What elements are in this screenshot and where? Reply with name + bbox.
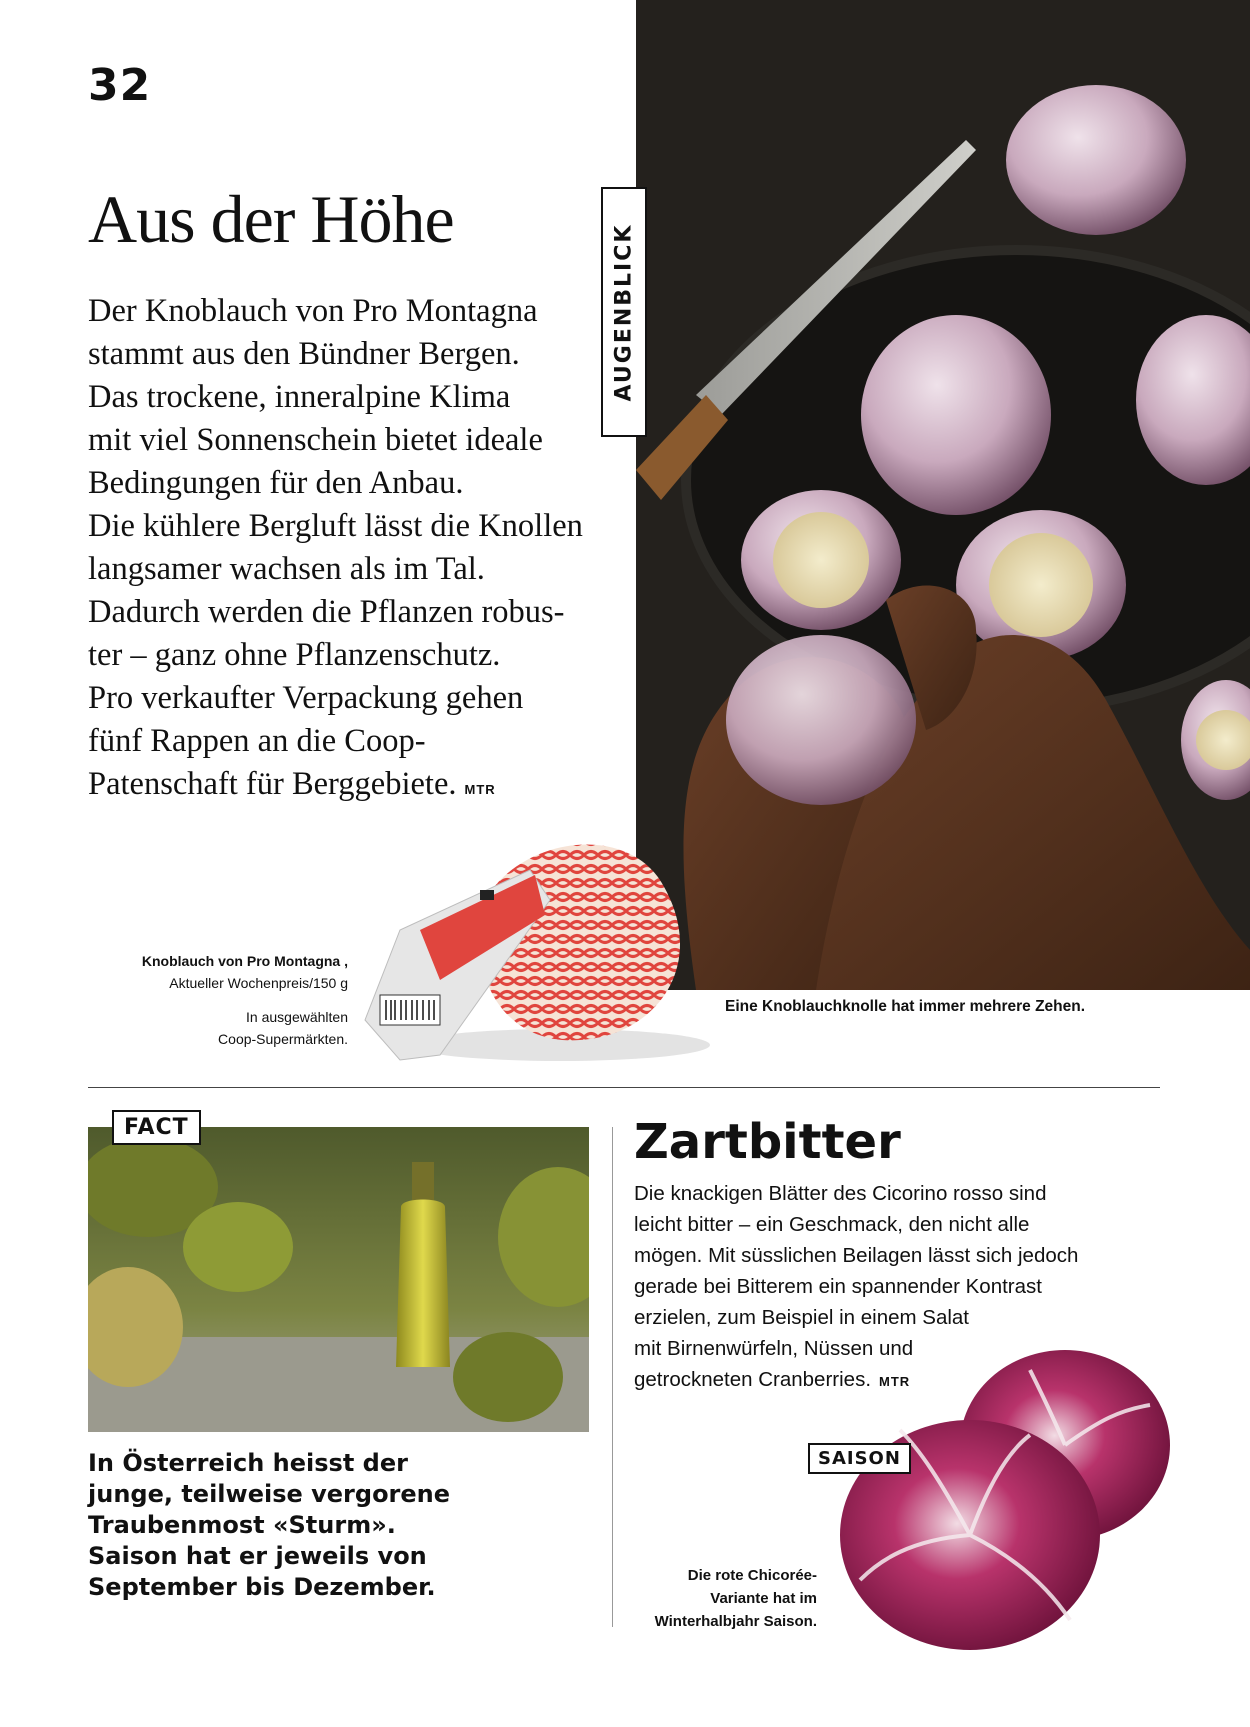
section-label: AUGENBLICK — [611, 223, 637, 401]
hero-credit: MTR — [464, 782, 496, 797]
product-availability-2: Coop-Supermärkten. — [218, 1031, 348, 1047]
sturm-bottle-photo — [88, 1127, 589, 1432]
article-body-text: Die knackigen Blätter des Cicorino rosso sind leicht bitter – ein Geschmack, den nicht alle mögen. Mit süsslichen Beilagen lässt sich jedoch gerade bei Bitterem ein spannender Kontrast erzielen, zum Beispiel in einem Salat mit Birnenwürfeln, Nüssen und getrockneten Cranberries. — [634, 1182, 1079, 1391]
hero-title: Aus der Höhe — [88, 181, 454, 257]
product-price-line: Aktueller Wochenpreis/150 g — [169, 975, 348, 991]
saison-badge: SAISON — [808, 1443, 911, 1474]
product-info — [88, 950, 348, 1050]
radicchio-caption: Die rote Chicorée- Variante hat im Winterhalbjahr Saison. — [654, 1567, 817, 1630]
hero-body-text: Der Knoblauch von Pro Montagna stammt aus den Bündner Bergen. Das trockene, inneralpine Klima mit viel Sonnenschein bietet ideale Bedingungen für den Anbau. Die kühlere Bergluft lässt die Knollen langsamer wachsen als im Tal. Dadurch werden die Pflanzen robus- ter – ganz ohne Pflanzenschutz. Pro verkaufter Verpackung gehen fünf Rappen an die Coop- Patenschaft für Berggebiete. — [88, 293, 583, 802]
column-divider — [612, 1127, 613, 1627]
hero-photo-caption: Eine Knoblauchknolle hat immer mehrere Zehen. — [725, 998, 1086, 1015]
section-label-box — [601, 187, 647, 437]
fact-badge: FACT — [112, 1110, 201, 1145]
product-name: Knoblauch von Pro Montagna , — [141, 953, 348, 969]
section-divider — [88, 1087, 1160, 1088]
fact-text: In Österreich heisst der junge, teilweise vergorene Traubenmost «Sturm». Saison hat er jeweils von September bis Dezember. — [88, 1449, 451, 1601]
article-title: Zartbitter — [634, 1114, 901, 1170]
article-credit: MTR — [879, 1374, 911, 1389]
garlic-hands-photo — [636, 0, 1250, 990]
radicchio-photo — [820, 1350, 1180, 1650]
page-number: 32 — [88, 60, 152, 111]
product-availability-1: In ausgewählten — [246, 1009, 348, 1025]
hero-body — [88, 290, 608, 811]
garlic-net-package — [360, 820, 720, 1070]
